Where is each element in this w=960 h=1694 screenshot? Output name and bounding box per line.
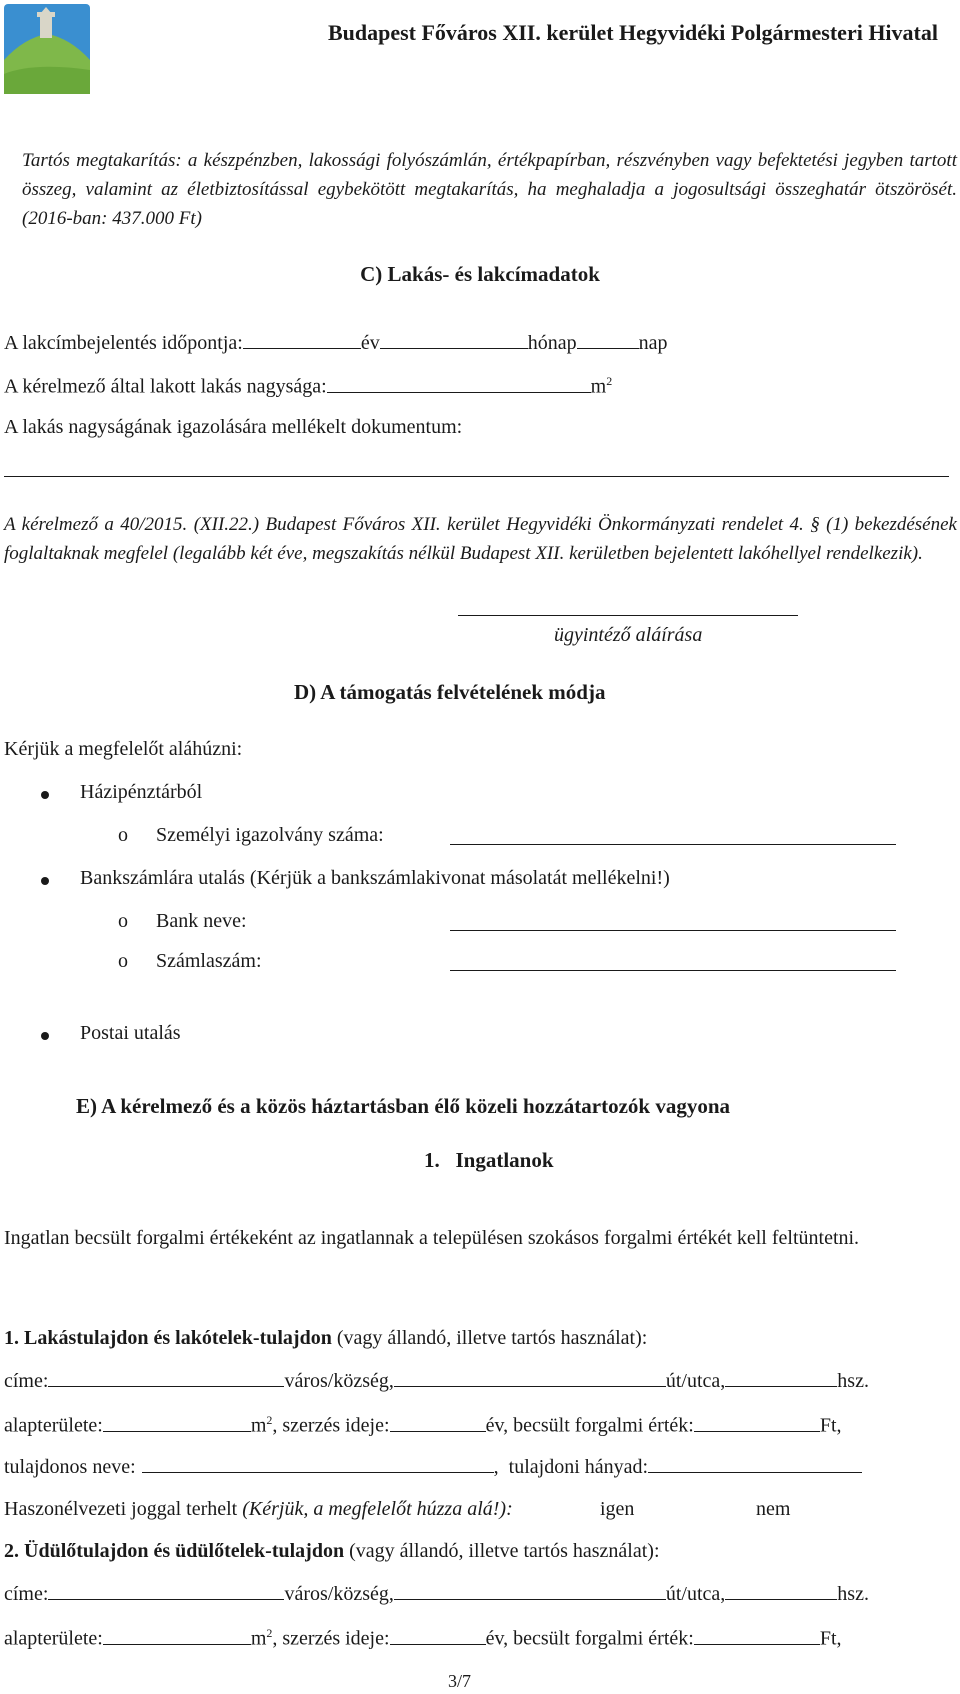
street-label: út/utca, bbox=[665, 1583, 726, 1605]
account-number-field[interactable] bbox=[450, 970, 896, 971]
intro-text: Tartós megtakarítás: a készpénzben, lakossági folyószámlán, értékpapírban, részvényben vagy befektetési jegyben tartott összeg, valamint az életbiztosítással egybekötött megtakarítás, ha meghaladja a jogosultsági összeghatár ötszörösét. bbox=[22, 150, 957, 200]
real-estate-note: Ingatlan becsült forgalmi értékeként az ingatlannak a településen szokásos forgalmi értékét kell feltüntetni. bbox=[4, 1227, 860, 1249]
item2-street-field[interactable] bbox=[725, 1598, 837, 1600]
item2-address-field[interactable] bbox=[48, 1598, 284, 1600]
item1-city-field[interactable] bbox=[394, 1385, 666, 1387]
header-title: Budapest Főváros XII. kerület Hegyvidéki Polgármesteri Hivatal bbox=[327, 20, 938, 45]
street-label: út/utca, bbox=[665, 1370, 726, 1392]
item2-address-row bbox=[4, 1583, 869, 1606]
owner-name-label: tulajdonos neve: bbox=[4, 1456, 136, 1478]
sub-marker: o bbox=[118, 950, 128, 972]
signature-line[interactable] bbox=[458, 615, 798, 616]
acquired-label: , szerzés ideje: bbox=[272, 1414, 390, 1437]
bullet-icon bbox=[41, 1032, 49, 1040]
bullet-icon bbox=[41, 877, 49, 885]
option-bank-transfer[interactable]: Bankszámlára utalás (Kérjük a bankszámlakivonat másolatát mellékelni!) bbox=[80, 867, 670, 889]
item1-heading bbox=[4, 1327, 647, 1350]
sub-marker: o bbox=[118, 824, 128, 846]
item1-title-tail: (vagy állandó, illetve tartós használat): bbox=[331, 1327, 648, 1349]
residency-statement: A kérelmező a 40/2015. (XII.22.) Budapest Főváros XII. kerület Hegyvidéki Önkormányzati rendelet 4. § (1) bekezdésének foglaltaknak megfelel (legalább két éve, megszakítás nélkül Budapest XII. kerületben bejelentett lakóhellyel rendelkezik). bbox=[4, 514, 957, 564]
item2-value-field[interactable] bbox=[694, 1643, 820, 1645]
intro-paragraph bbox=[22, 146, 957, 233]
day-label: nap bbox=[638, 332, 668, 354]
city-label: város/község, bbox=[284, 1583, 394, 1605]
item1-area-field[interactable] bbox=[103, 1430, 251, 1432]
currency-label: Ft, bbox=[819, 1414, 842, 1437]
section-e-title: E) A kérelmező és a közös háztartásban élő közeli hozzátartozók vagyona bbox=[76, 1094, 731, 1118]
document-label: A lakás nagyságának igazolására mellékelt dokumentum: bbox=[4, 416, 463, 438]
hegyvidek-logo-icon bbox=[4, 4, 90, 94]
month-label: hónap bbox=[527, 332, 577, 354]
item1-owner-name-field[interactable] bbox=[142, 1471, 494, 1473]
item1-address-field[interactable] bbox=[48, 1385, 284, 1387]
page-number: 3/7 bbox=[448, 1671, 472, 1691]
sub-marker: o bbox=[118, 910, 128, 932]
item2-title: 2. Üdülőtulajdon és üdülőtelek-tulajdon bbox=[4, 1540, 345, 1562]
item2-heading bbox=[4, 1540, 660, 1563]
usufruct-yes-option[interactable]: igen bbox=[600, 1498, 635, 1520]
item1-area-row bbox=[4, 1413, 842, 1438]
value-label: év, becsült forgalmi érték: bbox=[485, 1414, 694, 1437]
area-label: alapterülete: bbox=[4, 1627, 103, 1650]
item1-usufruct-row bbox=[4, 1498, 513, 1521]
lakcim-date-row bbox=[4, 332, 668, 355]
apartment-size-label: A kérelmező által lakott lakás nagysága: bbox=[4, 375, 327, 398]
real-estate-subtitle: 1. Ingatlanok bbox=[424, 1148, 554, 1172]
item1-owner-row bbox=[4, 1456, 862, 1479]
bullet-icon bbox=[41, 791, 49, 799]
sqm-unit: m bbox=[250, 1414, 267, 1437]
year-label: év bbox=[360, 332, 380, 354]
apartment-size-row bbox=[4, 374, 612, 399]
item1-address-row bbox=[4, 1370, 869, 1393]
sqm-unit: m bbox=[590, 375, 607, 398]
item2-title-tail: (vagy állandó, illetve tartós használat): bbox=[344, 1540, 660, 1562]
document-field[interactable] bbox=[4, 476, 949, 477]
option-cash[interactable]: Házipénztárból bbox=[80, 781, 203, 803]
sqm-sup: 2 bbox=[266, 1626, 273, 1640]
bank-name-field[interactable] bbox=[450, 930, 896, 931]
intro-tail: (2016-ban: 437.000 Ft) bbox=[22, 208, 202, 229]
sqm-sup: 2 bbox=[266, 1413, 273, 1427]
item2-area-row bbox=[4, 1626, 842, 1651]
sqm-sup: 2 bbox=[606, 374, 613, 388]
sqm-unit: m bbox=[250, 1627, 267, 1650]
value-label: év, becsült forgalmi érték: bbox=[485, 1627, 694, 1650]
item1-street-field[interactable] bbox=[725, 1385, 837, 1387]
acquired-label: , szerzés ideje: bbox=[272, 1627, 390, 1650]
month-field[interactable] bbox=[380, 347, 528, 349]
item1-acquired-field[interactable] bbox=[390, 1430, 486, 1432]
address-label: címe: bbox=[4, 1370, 49, 1392]
item1-title: 1. Lakástulajdon és lakótelek-tulajdon bbox=[4, 1327, 332, 1349]
bank-name-label: Bank neve: bbox=[156, 910, 247, 932]
id-card-field[interactable] bbox=[450, 844, 896, 845]
item2-acquired-field[interactable] bbox=[390, 1643, 486, 1645]
currency-label: Ft, bbox=[819, 1627, 842, 1650]
apartment-size-field[interactable] bbox=[327, 391, 591, 393]
section-c-title: C) Lakás- és lakcímadatok bbox=[360, 262, 600, 286]
city-label: város/község, bbox=[284, 1370, 394, 1392]
ownership-share-label: , tulajdoni hányad: bbox=[493, 1456, 649, 1478]
usufruct-label: Haszonélvezeti joggal terhelt bbox=[4, 1498, 238, 1520]
house-number-label: hsz. bbox=[837, 1370, 869, 1392]
underline-instruction: Kérjük a megfelelőt aláhúzni: bbox=[4, 738, 243, 760]
option-postal-transfer[interactable]: Postai utalás bbox=[80, 1022, 181, 1044]
area-label: alapterülete: bbox=[4, 1414, 103, 1437]
item2-city-field[interactable] bbox=[394, 1598, 666, 1600]
year-field[interactable] bbox=[243, 347, 361, 349]
usufruct-note: (Kérjük, a megfelelőt húzza alá!): bbox=[242, 1498, 513, 1520]
signature-label: ügyintéző aláírása bbox=[554, 624, 703, 646]
lakcim-date-label: A lakcímbejelentés időpontja: bbox=[4, 332, 243, 354]
item2-area-field[interactable] bbox=[103, 1643, 251, 1645]
item1-value-field[interactable] bbox=[694, 1430, 820, 1432]
day-field[interactable] bbox=[577, 347, 639, 349]
account-number-label: Számlaszám: bbox=[156, 950, 262, 972]
id-card-label: Személyi igazolvány száma: bbox=[156, 824, 384, 846]
item1-ownership-share-field[interactable] bbox=[648, 1471, 862, 1473]
usufruct-no-option[interactable]: nem bbox=[756, 1498, 791, 1520]
address-label: címe: bbox=[4, 1583, 49, 1605]
section-d-title: D) A támogatás felvételének módja bbox=[294, 680, 606, 704]
house-number-label: hsz. bbox=[837, 1583, 869, 1605]
